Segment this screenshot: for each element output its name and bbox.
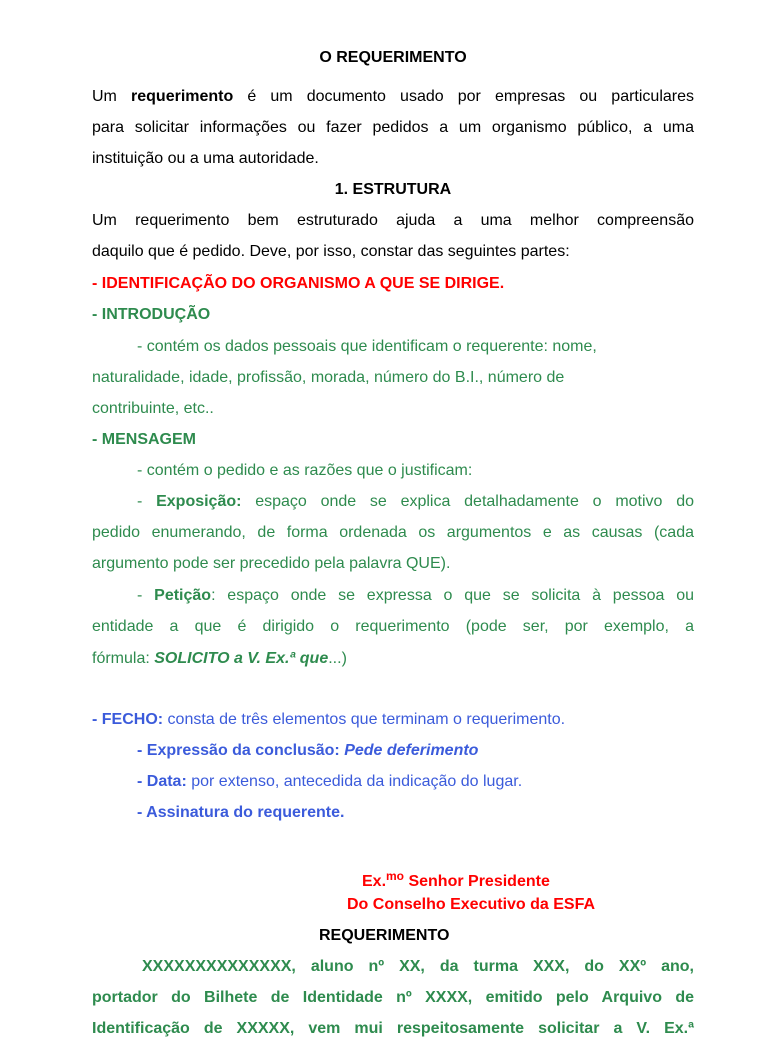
example-line-2: portador do Bilhete de Identidade nº XXXX, emitido pelo Arquivo de: [92, 989, 694, 1006]
introducao-line-1: - contém os dados pessoais que identificam o requerente: nome,: [137, 338, 597, 355]
peticao-formula-end: ...): [328, 650, 347, 667]
peticao-formula-label: fórmula:: [92, 650, 155, 667]
exposicao-text: espaço onde se explica detalhadamente o motivo do: [241, 493, 694, 510]
part-introducao-heading: - INTRODUÇÃO: [92, 306, 211, 323]
intro-line-3: instituição ou a uma autoridade.: [92, 150, 319, 167]
intro-line-2: para solicitar informações ou fazer pedidos a um organismo público, a uma: [92, 119, 694, 136]
expressao-label: - Expressão da conclusão:: [137, 742, 345, 759]
peticao-line-2: entidade a que é dirigido o requerimento (pode ser, por exemplo, a: [92, 618, 694, 635]
peticao-line-3: [92, 649, 694, 669]
intro-text: é um documento usado por empresas ou particulares: [233, 88, 695, 105]
data-text: por extenso, antecedida da indicação do lugar.: [186, 773, 523, 790]
exposicao-dash: -: [137, 493, 157, 510]
mensagem-line-1: - contém o pedido e as razões que o justificam:: [137, 462, 473, 479]
data-label: - Data:: [137, 773, 187, 790]
exposicao-label: Exposição:: [156, 493, 242, 510]
example-heading: REQUERIMENTO: [319, 927, 450, 944]
peticao-formula: SOLICITO a V. Ex.ª que: [154, 650, 329, 667]
fecho-assinatura: - Assinatura do requerente.: [137, 804, 345, 821]
addressee-title: Senhor Presidente: [404, 873, 550, 890]
intro-line-1: [92, 87, 694, 107]
peticao-line-1: [137, 586, 694, 606]
section-line-1: Um requerimento bem estruturado ajuda a uma melhor compreensão: [92, 212, 694, 229]
page-title: O REQUERIMENTO: [319, 49, 467, 66]
section-heading: 1. ESTRUTURA: [334, 181, 452, 198]
example-addressee-line-1: [362, 869, 692, 892]
fecho-label: - FECHO:: [92, 711, 164, 728]
part-fecho: [92, 710, 694, 730]
part-mensagem-heading: - MENSAGEM: [92, 431, 196, 448]
expressao-value: Pede deferimento: [344, 742, 479, 759]
section-line-2: daquilo que é pedido. Deve, por isso, constar das seguintes partes:: [92, 243, 570, 260]
fecho-data: [137, 772, 694, 792]
peticao-text: : espaço onde se expressa o que se solicita à pessoa ou: [211, 587, 694, 604]
introducao-line-2: naturalidade, idade, profissão, morada, número do B.I., número de: [92, 369, 565, 386]
example-addressee-line-2: Do Conselho Executivo da ESFA: [347, 896, 596, 913]
fecho-expressao: [137, 741, 694, 761]
part-identificacao: - IDENTIFICAÇÃO DO ORGANISMO A QUE SE DIRIGE.: [92, 275, 505, 292]
addressee-prefix: Ex.: [362, 873, 387, 890]
intro-text: Um: [92, 88, 132, 105]
peticao-dash: -: [137, 587, 155, 604]
exposicao-line-3: argumento pode ser precedido pela palavra QUE).: [92, 555, 451, 572]
fecho-text: consta de três elementos que terminam o requerimento.: [163, 711, 566, 728]
exposicao-line-1: [137, 492, 694, 512]
exposicao-line-2: pedido enumerando, de forma ordenada os argumentos e as causas (cada: [92, 524, 694, 541]
example-line-3: Identificação de XXXXX, vem mui respeitosamente solicitar a V. Ex.ª: [92, 1020, 694, 1037]
example-line-1: XXXXXXXXXXXXXX, aluno nº XX, da turma XXX, do XXº ano,: [142, 958, 694, 975]
addressee-superscript: mo: [386, 869, 405, 883]
peticao-label: Petição: [154, 587, 212, 604]
intro-keyword: requerimento: [131, 88, 234, 105]
introducao-line-3: contribuinte, etc..: [92, 400, 214, 417]
